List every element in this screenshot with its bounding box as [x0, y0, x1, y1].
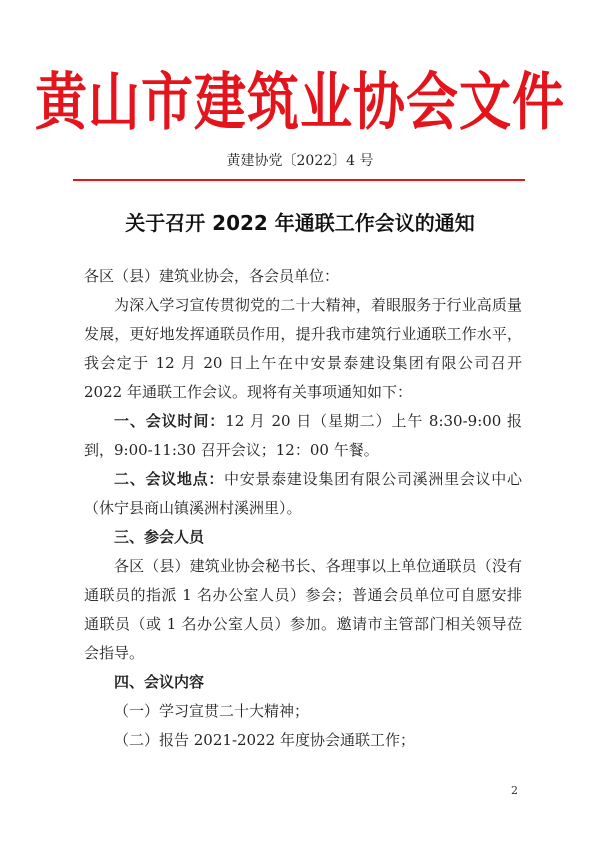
salutation: 各区（县）建筑业协会，各会员单位： — [84, 267, 340, 285]
notice-title: 关于召开 2022 年通联工作会议的通知 — [125, 211, 475, 235]
attendees-paragraph: 各区（县）建筑业协会秘书长、各理事以上单位通联员（没有通联员的指派 1 名办公室人员）参会；普通会员单位可自愿安排通联员（或 1 名办公室人员）参加。邀请市主管部门相关领导莅会指导。 — [84, 557, 522, 662]
section-text: 中安景泰建设集团有限公司溪洲里会议中心（休宁县商山镇溪洲村溪洲里）。 — [84, 470, 522, 517]
document-number: 黄建协党〔2022〕4 号 — [226, 153, 374, 169]
section-attendees — [84, 523, 522, 552]
document-body — [84, 262, 522, 755]
section-heading: 三、参会人员 — [114, 528, 205, 546]
content-item: （一）学习宣贯二十大精神； — [114, 702, 310, 720]
masthead-title: 黄山市建筑业协会文件 — [34, 66, 565, 140]
section-contents-heading — [84, 668, 522, 697]
content-item: （二）报告 2021-2022 年度协会通联工作； — [114, 731, 415, 749]
section-heading: 四、会议内容 — [114, 673, 205, 691]
page-number: 2 — [511, 784, 518, 797]
intro-paragraph: 为深入学习宣传贯彻党的二十大精神，着眼服务于行业高质量发展，更好地发挥通联员作用，提升我市建筑行业通联工作水平，我会定于 12 月 20 日上午在中安景泰建设集团有限公司召开 2022 年通联工作会议。现将有关事项通知如下： — [84, 296, 522, 401]
section-heading: 一、会议时间： — [114, 412, 226, 430]
red-divider-line — [73, 179, 525, 181]
section-time — [84, 407, 522, 465]
section-location — [84, 465, 522, 523]
section-heading: 二、会议地点： — [114, 470, 225, 488]
section-text: 12 月 20 日（星期二）上午 8:30-9:00 报到，9:00-11:30 召开会议；12：00 午餐。 — [84, 412, 522, 459]
